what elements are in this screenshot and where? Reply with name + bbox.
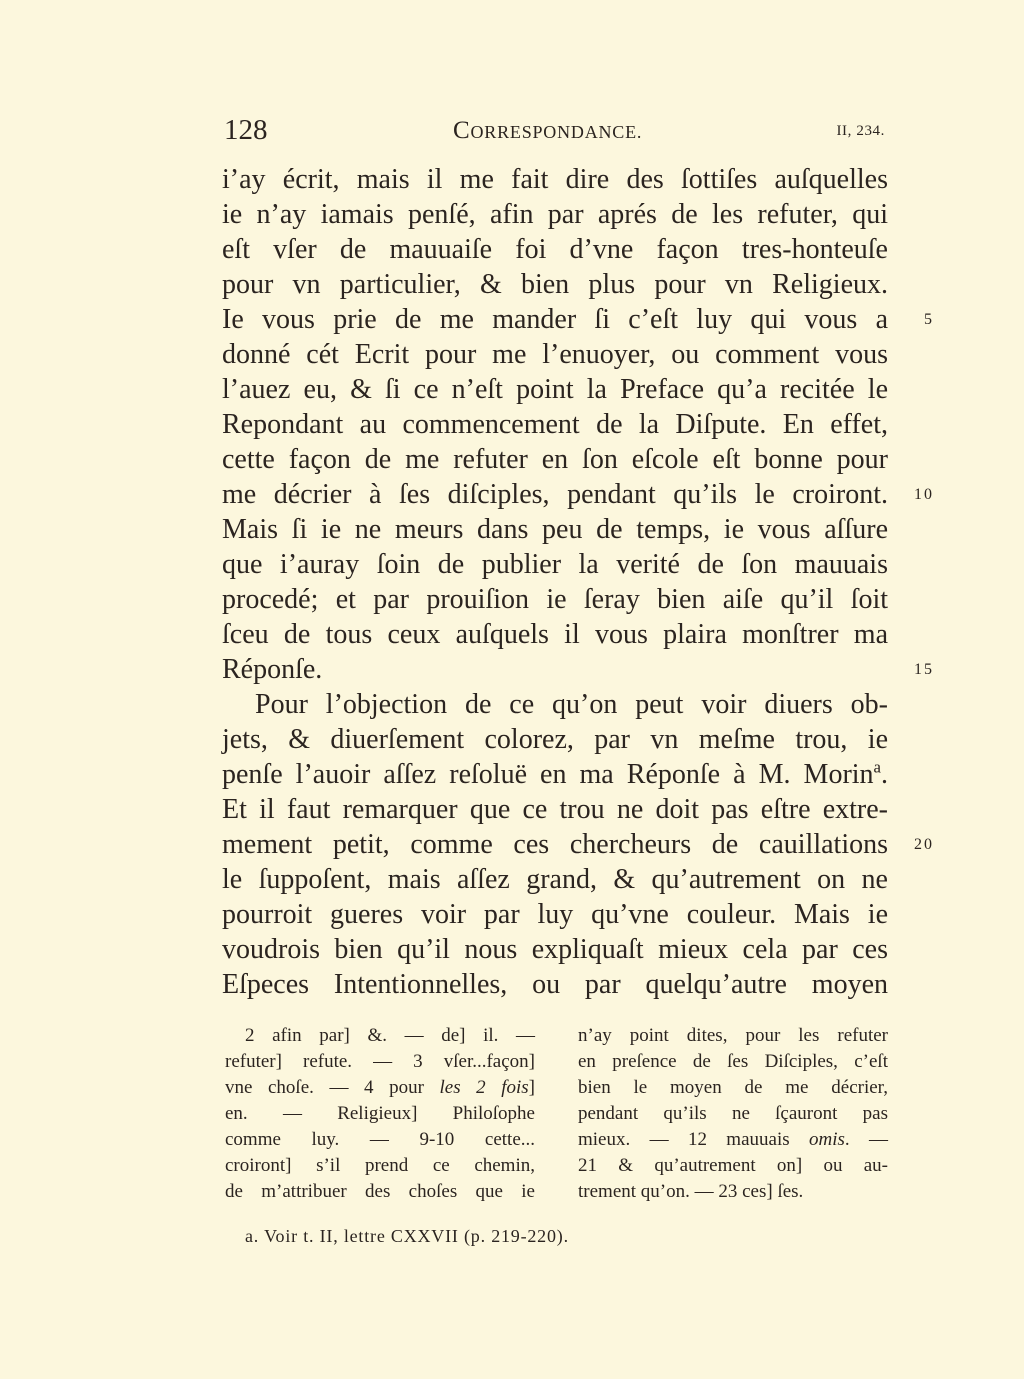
variant-line: en. — Religieux] Philoſophe bbox=[225, 1103, 535, 1124]
line-number: 20 bbox=[914, 836, 934, 853]
text-line: cette façon de me refuter en ſon eſcole eſt bonne pour bbox=[222, 444, 888, 475]
running-title: CORRESPONDANCE. bbox=[453, 117, 643, 144]
line-number: 15 bbox=[914, 661, 934, 678]
text-line: procedé; et par prouiſion ie ſeray bien aiſe qu’il ſoit bbox=[222, 584, 888, 615]
text-line: ie n’ay iamais penſé, afin par aprés de les refuter, qui bbox=[222, 199, 888, 230]
paragraph bbox=[222, 687, 888, 1002]
text-line: Mais ſi ie ne meurs dans peu de temps, ie vous aſſure bbox=[222, 514, 888, 545]
page-number: 128 bbox=[224, 114, 268, 146]
line-number: 5 bbox=[924, 311, 934, 328]
variant-line: bien le moyen de me décrier, bbox=[578, 1077, 888, 1098]
variant-line: 21 & qu’autrement on] ou au- bbox=[578, 1155, 888, 1176]
italic-segment: omis bbox=[808, 1129, 845, 1150]
text-line: ſceu de tous ceux auſquels il vous plaira monſtrer ma bbox=[222, 619, 888, 650]
text-line: voudrois bien qu’il nous expliquaſt mieux cela par ces bbox=[222, 934, 888, 965]
text-segment: vne choſe. — 4 pour bbox=[225, 1077, 440, 1098]
text-line: pour vn particulier, & bien plus pour vn Religieux. bbox=[222, 269, 888, 300]
variant-readings-left bbox=[225, 1023, 535, 1205]
variant-line: n’ay point dites, pour les refuter bbox=[578, 1025, 888, 1046]
text-segment: . bbox=[881, 759, 888, 790]
italic-segment: les 2 fois bbox=[439, 1077, 529, 1098]
text-line: Ie vous prie de me mander ſi c’eſt luy qui vous a bbox=[222, 304, 888, 335]
text-line: i’ay écrit, mais il me fait dire des ſottiſes auſquelles bbox=[222, 164, 888, 195]
variant-line: comme luy. — 9-10 cette... bbox=[225, 1129, 535, 1150]
text-line: eſt vſer de mauuaiſe foi d’vne façon tres-honteuſe bbox=[222, 234, 888, 265]
text-line bbox=[222, 757, 888, 792]
text-segment: ] bbox=[528, 1077, 535, 1098]
text-line: jets, & diuerſement colorez, par vn meſme trou, ie bbox=[222, 724, 888, 755]
text-line: le ſuppoſent, mais aſſez grand, & qu’autrement on ne bbox=[222, 864, 888, 895]
text-line: que i’auray ſoin de publier la verité de ſon mauuais bbox=[222, 549, 888, 580]
line-number: 10 bbox=[914, 486, 934, 503]
variant-line: trement qu’on. — 23 ces] ſes. bbox=[578, 1181, 804, 1202]
footnote: a. Voir t. II, lettre CXXVII (p. 219-220). bbox=[245, 1226, 569, 1246]
text-line: donné cét Ecrit pour me l’enuoyer, ou comment vous bbox=[222, 339, 888, 370]
text-line: Repondant au commencement de la Diſpute. En effet, bbox=[222, 409, 888, 440]
text-line: pourroit gueres voir par luy qu’vne couleur. Mais ie bbox=[222, 899, 888, 930]
text-segment: mieux. — 12 mauuais bbox=[578, 1129, 809, 1150]
variant-line: croiront] s’il prend ce chemin, bbox=[225, 1155, 535, 1176]
text-line: l’auez eu, & ſi ce n’eſt point la Preface qu’a recitée le bbox=[222, 374, 888, 405]
margin-line-numbers bbox=[894, 162, 934, 1002]
paragraph bbox=[222, 162, 888, 687]
variant-line: en preſence de ſes Diſciples, c’eſt bbox=[578, 1051, 888, 1072]
text-segment: penſe l’auoir aſſez reſoluë en ma Réponſe à M. Morin bbox=[222, 759, 874, 790]
text-line: mement petit, comme ces chercheurs de cauillations bbox=[222, 829, 888, 860]
text-line: Et il faut remarquer que ce trou ne doit pas eſtre extre- bbox=[222, 794, 888, 825]
variant-line: pendant qu’ils ne ſçauront pas bbox=[578, 1103, 888, 1124]
variant-line: de m’attribuer des choſes que ie bbox=[225, 1181, 535, 1202]
text-line: Eſpeces Intentionnelles, ou par quelqu’autre moyen bbox=[222, 969, 888, 1000]
variant-line: 2 afin par] &. — de] il. — bbox=[245, 1025, 535, 1046]
text-line: Pour l’objection de ce qu’on peut voir diuers ob- bbox=[255, 689, 888, 720]
body-text bbox=[222, 162, 888, 1002]
footnote-marker: a bbox=[873, 757, 881, 777]
variant-readings-right bbox=[578, 1023, 888, 1205]
variant-line bbox=[578, 1127, 888, 1153]
variant-line: refuter] refute. — 3 vſer...façon] bbox=[225, 1051, 535, 1072]
text-line: me décrier à ſes diſciples, pendant qu’ils le croiront. bbox=[222, 479, 888, 510]
variant-line bbox=[225, 1075, 535, 1101]
text-line: Réponſe. bbox=[222, 654, 323, 685]
volume-reference: II, 234. bbox=[836, 123, 885, 139]
text-segment: . — bbox=[844, 1129, 888, 1150]
